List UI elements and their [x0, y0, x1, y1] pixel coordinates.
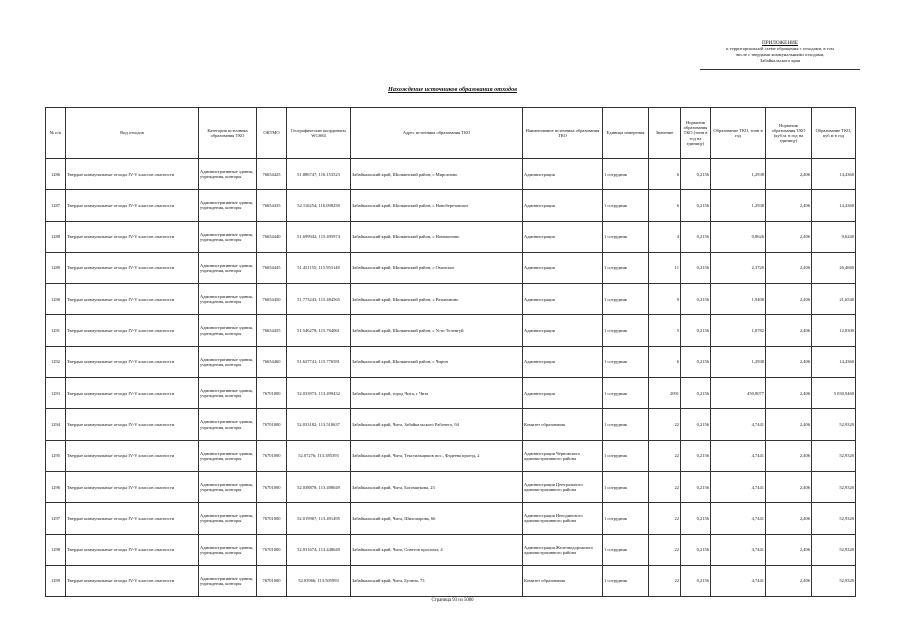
- table-row: [46, 346, 856, 377]
- cell-norm-m3: 2,406: [766, 440, 812, 471]
- cell-oktmo: 76654460: [257, 346, 287, 377]
- cell-coords: 52.07276; 113.385393: [287, 440, 351, 471]
- cell-mass-t: 1,0782: [711, 315, 766, 346]
- cell-num: 1287: [46, 190, 66, 221]
- cell-value: 22: [649, 503, 681, 534]
- cell-vol-m3: 9,6240: [812, 221, 856, 252]
- cell-num: 1298: [46, 534, 66, 565]
- cell-address: Забайкальский край, Чита, Богомягкова, 23: [351, 471, 523, 502]
- cell-mass-t: 4,7441: [711, 409, 766, 440]
- cell-num: 1296: [46, 471, 66, 502]
- cell-value: 22: [649, 409, 681, 440]
- cell-mass-t: 1,2938: [711, 190, 766, 221]
- document-title: Нахождение источников образования отходов: [388, 86, 517, 93]
- cell-vol-m3: 52,9320: [812, 409, 856, 440]
- cell-oktmo: 76701000: [257, 378, 287, 409]
- cell-oktmo: 76701000: [257, 534, 287, 565]
- column-header: Наименование источника образования ТКО: [523, 108, 603, 159]
- cell-norm-m3: 2,406: [766, 378, 812, 409]
- cell-address: Забайкальский край, Чита, Текстильщиков пос., Фадеева проезд, 2: [351, 440, 523, 471]
- cell-address: Забайкальский край, Чита, Шилопарова, 66: [351, 503, 523, 534]
- cell-type: Твердые коммунальные отходы IV-V классов опасности: [66, 315, 199, 346]
- cell-address: Забайкальский край, Шилкинский район, с Чирон: [351, 346, 523, 377]
- cell-type: Твердые коммунальные отходы IV-V классов опасности: [66, 409, 199, 440]
- cell-oktmo: 76701000: [257, 503, 287, 534]
- cell-source: Администрация: [523, 159, 603, 190]
- cell-category: Административные здания, учреждения, конторы: [199, 503, 257, 534]
- cell-vol-m3: 52,9320: [812, 471, 856, 502]
- cell-address: Забайкальский край, Шилкинский район, с Новоберезовское: [351, 190, 523, 221]
- cell-type: Твердые коммунальные отходы IV-V классов опасности: [66, 190, 199, 221]
- cell-norm-t: 0,2156: [681, 409, 711, 440]
- cell-oktmo: 76701000: [257, 471, 287, 502]
- cell-coords: 52.033182; 113.510637: [287, 409, 351, 440]
- cell-num: 1297: [46, 503, 66, 534]
- cell-unit: 1 сотрудник: [603, 378, 649, 409]
- table-row: [46, 159, 856, 190]
- cell-norm-t: 0,2156: [681, 190, 711, 221]
- appendix-line-1: к территориальной схеме обращения с отходами, в том: [726, 46, 834, 51]
- cell-category: Административные здания, учреждения, конторы: [199, 534, 257, 565]
- cell-category: Административные здания, учреждения, конторы: [199, 565, 257, 596]
- cell-vol-m3: 52,9320: [812, 503, 856, 534]
- cell-vol-m3: 21,6540: [812, 284, 856, 315]
- cell-unit: 1 сотрудник: [603, 471, 649, 502]
- cell-category: Административные здания, учреждения, конторы: [199, 252, 257, 283]
- appendix-rule: [700, 69, 860, 70]
- cell-norm-t: 0,2156: [681, 284, 711, 315]
- cell-coords: 52.019967; 113.491495: [287, 503, 351, 534]
- cell-coords: 52.031674; 113.448649: [287, 534, 351, 565]
- cell-mass-t: 4,7441: [711, 534, 766, 565]
- appendix-heading: ПРИЛОЖЕНИЕ: [762, 40, 798, 46]
- cell-vol-m3: 14,4360: [812, 346, 856, 377]
- cell-oktmo: 76654445: [257, 252, 287, 283]
- cell-oktmo: 76654450: [257, 284, 287, 315]
- cell-oktmo: 76654455: [257, 315, 287, 346]
- cell-unit: 1 сотрудник: [603, 565, 649, 596]
- table-row: [46, 221, 856, 252]
- table-row: [46, 565, 856, 596]
- table-row: [46, 252, 856, 283]
- cell-unit: 1 сотрудник: [603, 190, 649, 221]
- cell-num: 1288: [46, 221, 66, 252]
- cell-num: 1295: [46, 440, 66, 471]
- cell-address: Забайкальский край, Чита, Советов проспект, 4: [351, 534, 523, 565]
- cell-norm-t: 0,2156: [681, 503, 711, 534]
- cell-value: 22: [649, 440, 681, 471]
- cell-mass-t: 2,3720: [711, 252, 766, 283]
- cell-num: 1289: [46, 252, 66, 283]
- cell-value: 4: [649, 221, 681, 252]
- cell-vol-m3: 14,4360: [812, 159, 856, 190]
- cell-mass-t: 4,7441: [711, 503, 766, 534]
- cell-mass-t: 4,7441: [711, 471, 766, 502]
- cell-coords: 51.546278; 115.764061: [287, 315, 351, 346]
- cell-unit: 1 сотрудник: [603, 534, 649, 565]
- column-header: Образование ТКО, тонн в год: [711, 108, 766, 159]
- cell-value: 22: [649, 565, 681, 596]
- cell-source: Администрация: [523, 284, 603, 315]
- cell-vol-m3: 12,0300: [812, 315, 856, 346]
- cell-vol-m3: 52,9320: [812, 440, 856, 471]
- cell-mass-t: 1,9408: [711, 284, 766, 315]
- column-header: Значение: [649, 108, 681, 159]
- table-body: [46, 159, 856, 597]
- cell-norm-m3: 2,406: [766, 346, 812, 377]
- table-row: [46, 284, 856, 315]
- cell-value: 11: [649, 252, 681, 283]
- cell-norm-t: 0,2156: [681, 534, 711, 565]
- column-header: Единица измерения: [603, 108, 649, 159]
- cell-norm-t: 0,2156: [681, 471, 711, 502]
- cell-coords: 52.116254; 116.098258: [287, 190, 351, 221]
- page-footer: Страница 93 из 5080: [431, 598, 474, 603]
- cell-value: 22: [649, 471, 681, 502]
- cell-norm-t: 0,2156: [681, 378, 711, 409]
- cell-value: 6: [649, 190, 681, 221]
- cell-vol-m3: 26,4660: [812, 252, 856, 283]
- column-header: Норматив образования ТКО (тонн в год на единицу): [681, 108, 711, 159]
- cell-source: Администрация: [523, 221, 603, 252]
- cell-address: Забайкальский край, город Чита, г Чита: [351, 378, 523, 409]
- cell-category: Административные здания, учреждения, конторы: [199, 346, 257, 377]
- cell-coords: 51.699942; 115.495974: [287, 221, 351, 252]
- column-header: Вид отходов: [66, 108, 199, 159]
- cell-source: Администрация Центрального административного района: [523, 471, 603, 502]
- cell-norm-t: 0,2156: [681, 315, 711, 346]
- cell-vol-m3: 52,9320: [812, 565, 856, 596]
- cell-type: Твердые коммунальные отходы IV-V классов опасности: [66, 252, 199, 283]
- cell-source: Комитет образования: [523, 409, 603, 440]
- cell-source: Администрация: [523, 346, 603, 377]
- cell-oktmo: 76654440: [257, 221, 287, 252]
- cell-norm-t: 0,2156: [681, 565, 711, 596]
- cell-category: Административные здания, учреждения, конторы: [199, 190, 257, 221]
- cell-norm-t: 0,2156: [681, 159, 711, 190]
- cell-norm-t: 0,2156: [681, 221, 711, 252]
- table-row: [46, 315, 856, 346]
- cell-unit: 1 сотрудник: [603, 159, 649, 190]
- cell-mass-t: 450,8077: [711, 378, 766, 409]
- cell-norm-m3: 2,406: [766, 159, 812, 190]
- cell-norm-m3: 2,406: [766, 565, 812, 596]
- cell-category: Административные здания, учреждения, конторы: [199, 315, 257, 346]
- cell-norm-t: 0,2156: [681, 440, 711, 471]
- cell-type: Твердые коммунальные отходы IV-V классов опасности: [66, 440, 199, 471]
- cell-source: Администрация: [523, 190, 603, 221]
- cell-source: Администрация: [523, 315, 603, 346]
- cell-coords: 51.773243; 115.484565: [287, 284, 351, 315]
- cell-address: Забайкальский край, Шилкинский район, с Номоконово: [351, 221, 523, 252]
- cell-type: Твердые коммунальные отходы IV-V классов опасности: [66, 159, 199, 190]
- cell-oktmo: 76701000: [257, 565, 287, 596]
- cell-address: Забайкальский край, Шилкинский район, с Мирсаново: [351, 159, 523, 190]
- cell-num: 1299: [46, 565, 66, 596]
- cell-source: Администрация Черновского административного района: [523, 440, 603, 471]
- cell-norm-t: 0,2156: [681, 252, 711, 283]
- column-header: № п/п: [46, 108, 66, 159]
- cell-mass-t: 4,7441: [711, 440, 766, 471]
- cell-num: 1290: [46, 284, 66, 315]
- cell-norm-m3: 2,406: [766, 221, 812, 252]
- cell-coords: 52.038878; 113.498049: [287, 471, 351, 502]
- cell-mass-t: 1,2938: [711, 159, 766, 190]
- cell-coords: 52.03966; 113.505993: [287, 565, 351, 596]
- appendix-line-3: Забайкальского края: [759, 58, 801, 63]
- table-row: [46, 440, 856, 471]
- cell-oktmo: 76654435: [257, 190, 287, 221]
- cell-source: Администрация Ингодинского административного района: [523, 503, 603, 534]
- cell-type: Твердые коммунальные отходы IV-V классов опасности: [66, 378, 199, 409]
- waste-sources-table: [45, 107, 856, 597]
- cell-mass-t: 4,7441: [711, 565, 766, 596]
- cell-value: 6: [649, 159, 681, 190]
- cell-num: 1294: [46, 409, 66, 440]
- cell-category: Административные здания, учреждения, конторы: [199, 409, 257, 440]
- column-header: Образование ТКО, куб.м в год: [812, 108, 856, 159]
- cell-source: Комитет образования: [523, 565, 603, 596]
- cell-category: Административные здания, учреждения, конторы: [199, 378, 257, 409]
- cell-norm-m3: 2,406: [766, 190, 812, 221]
- cell-source: Администрация: [523, 252, 603, 283]
- cell-coords: 51.886747; 116.153523: [287, 159, 351, 190]
- cell-unit: 1 сотрудник: [603, 315, 649, 346]
- cell-mass-t: 0,8626: [711, 221, 766, 252]
- cell-type: Твердые коммунальные отходы IV-V классов опасности: [66, 346, 199, 377]
- table-header-row: [46, 108, 856, 159]
- cell-num: 1293: [46, 378, 66, 409]
- cell-norm-m3: 2,406: [766, 503, 812, 534]
- table-row: [46, 503, 856, 534]
- cell-norm-m3: 2,406: [766, 315, 812, 346]
- cell-num: 1286: [46, 159, 66, 190]
- cell-vol-m3: 5 030,9460: [812, 378, 856, 409]
- cell-value: 9: [649, 284, 681, 315]
- cell-category: Административные здания, учреждения, конторы: [199, 471, 257, 502]
- cell-oktmo: 76654425: [257, 159, 287, 190]
- cell-norm-t: 0,2156: [681, 346, 711, 377]
- cell-norm-m3: 2,406: [766, 471, 812, 502]
- column-header: ОКТМО: [257, 108, 287, 159]
- cell-coords: 51.627741; 115.776581: [287, 346, 351, 377]
- table-row: [46, 190, 856, 221]
- cell-address: Забайкальский край, Чита, Забайкальского Рабочего, 94: [351, 409, 523, 440]
- cell-unit: 1 сотрудник: [603, 252, 649, 283]
- cell-address: Забайкальский край, Шилкинский район, с Усть-Теленгуй: [351, 315, 523, 346]
- cell-coords: 51.451155; 115.953148: [287, 252, 351, 283]
- cell-category: Административные здания, учреждения, конторы: [199, 159, 257, 190]
- cell-unit: 1 сотрудник: [603, 440, 649, 471]
- cell-category: Административные здания, учреждения, конторы: [199, 284, 257, 315]
- cell-mass-t: 1,2938: [711, 346, 766, 377]
- cell-coords: 52.033973; 113.499432: [287, 378, 351, 409]
- cell-type: Твердые коммунальные отходы IV-V классов опасности: [66, 503, 199, 534]
- cell-unit: 1 сотрудник: [603, 284, 649, 315]
- cell-type: Твердые коммунальные отходы IV-V классов опасности: [66, 284, 199, 315]
- cell-norm-m3: 2,406: [766, 409, 812, 440]
- cell-source: Администрация: [523, 378, 603, 409]
- cell-oktmo: 76701000: [257, 409, 287, 440]
- appendix-block: [700, 40, 860, 70]
- cell-num: 1291: [46, 315, 66, 346]
- table-row: [46, 471, 856, 502]
- cell-value: 2091: [649, 378, 681, 409]
- cell-source: Администрация Железнодорожного административного района: [523, 534, 603, 565]
- appendix-line-2: числе с твердыми коммунальными отходами,: [735, 52, 825, 57]
- column-header: Географические координаты WGS84: [287, 108, 351, 159]
- column-header: Адрес источника образования ТКО: [351, 108, 523, 159]
- cell-address: Забайкальский край, Чита, Бутина, 73: [351, 565, 523, 596]
- cell-type: Твердые коммунальные отходы IV-V классов опасности: [66, 221, 199, 252]
- cell-unit: 1 сотрудник: [603, 409, 649, 440]
- cell-category: Административные здания, учреждения, конторы: [199, 440, 257, 471]
- cell-vol-m3: 14,4360: [812, 190, 856, 221]
- cell-unit: 1 сотрудник: [603, 503, 649, 534]
- cell-unit: 1 сотрудник: [603, 221, 649, 252]
- table-row: [46, 378, 856, 409]
- cell-value: 6: [649, 346, 681, 377]
- cell-address: Забайкальский край, Шилкинский район, с Размахнино: [351, 284, 523, 315]
- cell-norm-m3: 2,406: [766, 534, 812, 565]
- cell-value: 5: [649, 315, 681, 346]
- cell-oktmo: 76701000: [257, 440, 287, 471]
- cell-norm-m3: 2,406: [766, 284, 812, 315]
- cell-address: Забайкальский край, Шилкинский район, с Омочское: [351, 252, 523, 283]
- cell-type: Твердые коммунальные отходы IV-V классов опасности: [66, 534, 199, 565]
- cell-vol-m3: 52,9320: [812, 534, 856, 565]
- cell-num: 1292: [46, 346, 66, 377]
- cell-norm-m3: 2,406: [766, 252, 812, 283]
- table-row: [46, 409, 856, 440]
- column-header: Категория источника образования ТКО: [199, 108, 257, 159]
- cell-unit: 1 сотрудник: [603, 346, 649, 377]
- cell-type: Твердые коммунальные отходы IV-V классов опасности: [66, 565, 199, 596]
- cell-value: 22: [649, 534, 681, 565]
- cell-type: Твердые коммунальные отходы IV-V классов опасности: [66, 471, 199, 502]
- column-header: Норматив образования ТКО (куб.м. в год на единицу): [766, 108, 812, 159]
- table-row: [46, 534, 856, 565]
- cell-category: Административные здания, учреждения, конторы: [199, 221, 257, 252]
